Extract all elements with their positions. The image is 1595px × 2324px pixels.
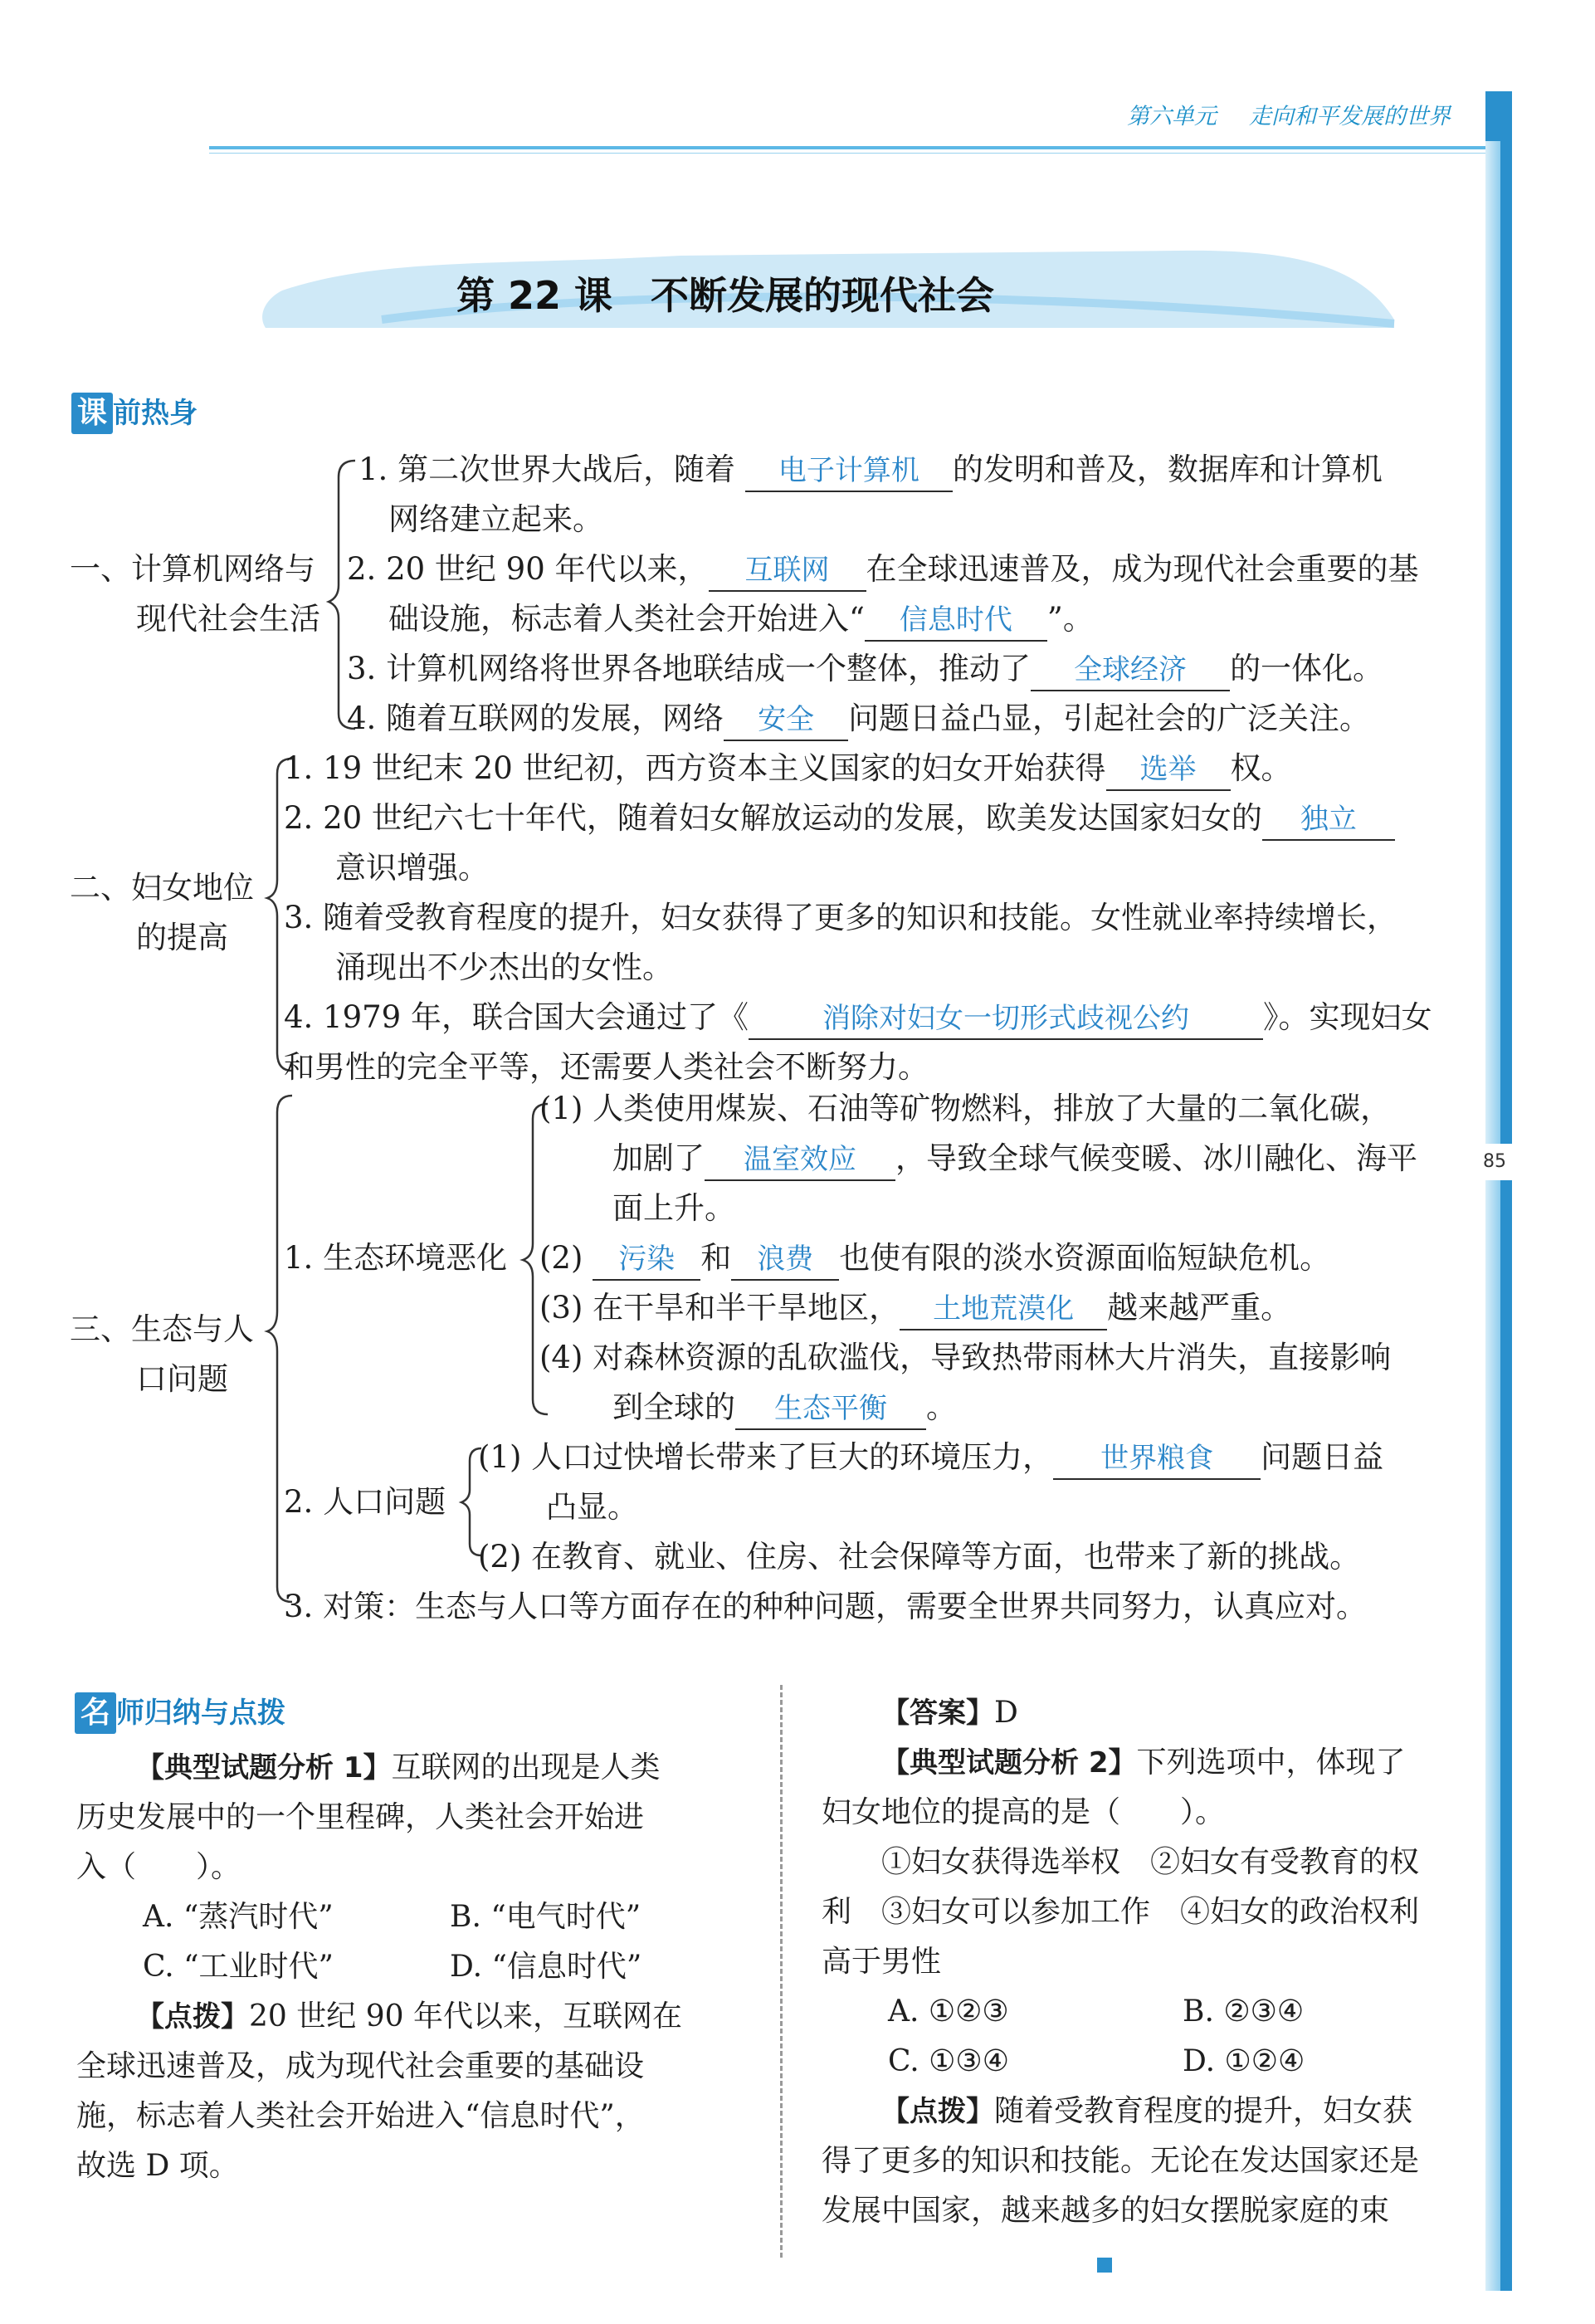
- answer-blank[interactable]: 温室效应: [705, 1140, 895, 1181]
- tip-tag: 【点拨】: [136, 2000, 249, 2034]
- s2-item4: 4. 1979 年，联合国大会通过了《 消除对妇女一切形式歧视公约 》。实现妇女: [284, 993, 1432, 1042]
- s2-item1: 1. 19 世纪末 20 世纪初，西方资本主义国家的妇女开始获得 选举 权。: [284, 744, 1292, 793]
- header-unit: 第六单元: [1127, 104, 1217, 129]
- section-2-label: 二、妇女地位 的提高: [70, 870, 254, 955]
- option-b[interactable]: B. “电气时代”: [450, 1900, 641, 1934]
- header-unit-title: 走向和平发展的世界: [1249, 104, 1451, 129]
- answer-blank[interactable]: 电子计算机: [745, 451, 953, 492]
- option-c[interactable]: C. ①③④: [888, 2044, 1009, 2078]
- option-a[interactable]: A. ①②③: [888, 1994, 1009, 2029]
- s1-item2: 2. 20 世纪 90 年代以来， 互联网 在全球迅速普及，成为现代社会重要的基: [347, 544, 1419, 594]
- s3-e3: (3) 在干旱和半干旱地区， 土地荒漠化 越来越严重。: [539, 1283, 1291, 1333]
- option-d[interactable]: D. ①②④: [1183, 2044, 1305, 2078]
- answer-blank[interactable]: 全球经济: [1031, 650, 1230, 691]
- left-column: 【典型试题分析 1】互联网的出现是人类 历史发展中的一个里程碑，人类社会开始进 入（ ）。 A. “蒸汽时代” B. “电气时代” C. “工业时代” D. “信息时代” 【点拨】20 世纪 90 年代以来，互联网在 全球迅速普及，成为现代社会重要的基础设 施，标志着人类社会开始进入“信息时代”， 故选 D 项。: [76, 1750, 682, 2183]
- answer-blank[interactable]: 安全: [724, 700, 848, 741]
- right-column: 【答案】D 【典型试题分析 2】下列选项中，体现了 妇女地位的提高的是（ ）。 ①妇女获得选举权 ②妇女有受教育的权 利 ③妇女可以参加工作 ④妇女的政治权利 高于男性 A. ①②③ B. ②③④ C. ①③④ D. ①②④ 【点拨】随着受教育程度的提升，妇女获 得了更多的知识和技能。无论在发达国家还是 发展中国家，越来越多的妇女摆脱家庭的束: [822, 1696, 1420, 2228]
- question-tag: 【典型试题分析 2】: [881, 1746, 1137, 1780]
- s1-item2-cont: 础设施，标志着人类社会开始进入“ 信息时代 ”。: [388, 594, 1094, 644]
- answer-tag: 【答案】: [881, 1697, 994, 1730]
- option-b[interactable]: B. ②③④: [1183, 1994, 1305, 2029]
- option-c[interactable]: C. “工业时代”: [143, 1950, 334, 1984]
- bottom-marker: [1097, 2258, 1112, 2273]
- s2-item3: 3. 随着受教育程度的提升，妇女获得了更多的知识和技能。女性就业率持续增长，: [284, 900, 1398, 935]
- s1-item1: 1. 第二次世界大战后，随着 电子计算机 的发明和普及，数据库和计算机: [359, 445, 1383, 495]
- answer-blank[interactable]: 信息时代: [865, 600, 1047, 642]
- teacher-title: 师归纳与点拨: [116, 1697, 285, 1730]
- option-d[interactable]: D. “信息时代”: [450, 1950, 642, 1984]
- answer-blank[interactable]: 世界粮食: [1053, 1438, 1261, 1480]
- s3-p1: (1) 人口过快增长带来了巨大的环境压力， 世界粮食 问题日益: [478, 1433, 1383, 1482]
- s3-e1: (1) 人类使用煤炭、石油等矿物燃料，排放了大量的二氧化碳，: [539, 1091, 1392, 1126]
- s1-item4: 4. 随着互联网的发展，网络 安全 问题日益凸显，引起社会的广泛关注。: [347, 694, 1370, 744]
- section-3-label: 三、生态与人 口问题: [70, 1311, 254, 1397]
- tip-tag: 【点拨】: [881, 2095, 994, 2128]
- teacher-heading: [75, 1690, 285, 1734]
- s2-item2: 2. 20 世纪六七十年代，随着妇女解放运动的发展，欧美发达国家妇女的 独立: [284, 793, 1395, 843]
- answer-blank[interactable]: 土地荒漠化: [900, 1289, 1107, 1330]
- s3-e1-cont: 加剧了 温室效应 ，导致全球气候变暖、冰川融化、海平: [612, 1134, 1417, 1184]
- s3-p2: (2) 在教育、就业、住房、社会保障等方面，也带来了新的挑战。: [478, 1539, 1361, 1575]
- s1-item3: 3. 计算机网络将世界各地联结成一个整体，推动了 全球经济 的一体化。: [347, 644, 1383, 694]
- answer-blank[interactable]: 互联网: [709, 550, 866, 592]
- warmup-title: 前热身: [113, 397, 198, 430]
- s3-e4-cont: 到全球的 生态平衡 。: [612, 1383, 957, 1433]
- answer-blank[interactable]: 浪费: [731, 1239, 839, 1281]
- ke-badge: 课: [71, 393, 113, 434]
- column-divider: [780, 1685, 783, 2258]
- s3-sub2-label: 2. 人口问题: [284, 1484, 446, 1520]
- s3-sub3: 3. 对策：生态与人口等方面存在的种种问题，需要全世界共同努力，认真应对。: [284, 1589, 1368, 1624]
- s3-e4: (4) 对森林资源的乱砍滥伐，导致热带雨林大片消失，直接影响: [539, 1340, 1392, 1375]
- lesson-title: 第 22 课 不断发展的现代社会: [456, 273, 995, 318]
- s3-sub1-label: 1. 生态环境恶化: [284, 1240, 508, 1276]
- answer-blank[interactable]: 选举: [1106, 749, 1231, 791]
- question-tag: 【典型试题分析 1】: [136, 1751, 392, 1784]
- answer-blank[interactable]: 消除对妇女一切形式歧视公约: [749, 998, 1263, 1040]
- answer-blank[interactable]: 独立: [1262, 799, 1395, 841]
- ming-badge: 名: [75, 1692, 116, 1734]
- s2-item4-cont: 和男性的完全平等，还需要人类社会不断努力。: [284, 1049, 929, 1085]
- s2-item3-cont: 涌现出不少杰出的女性。: [335, 950, 673, 985]
- s1-item1-cont: 网络建立起来。: [388, 501, 603, 537]
- page-number: 85: [1475, 1144, 1514, 1180]
- s2-item2-cont: 意识增强。: [335, 850, 489, 886]
- s3-e1-cont2: 面上升。: [612, 1190, 735, 1226]
- answer-blank[interactable]: 生态平衡: [735, 1389, 926, 1430]
- option-a[interactable]: A. “蒸汽时代”: [143, 1900, 334, 1934]
- answer-blank[interactable]: 污染: [593, 1239, 700, 1281]
- s3-e2: (2) 污染 和 浪费 也使有限的淡水资源面临短缺危机。: [539, 1233, 1330, 1283]
- section-1-label: 一、计算机网络与 现代社会生活: [70, 551, 320, 637]
- s3-p1-cont: 凸显。: [546, 1489, 638, 1525]
